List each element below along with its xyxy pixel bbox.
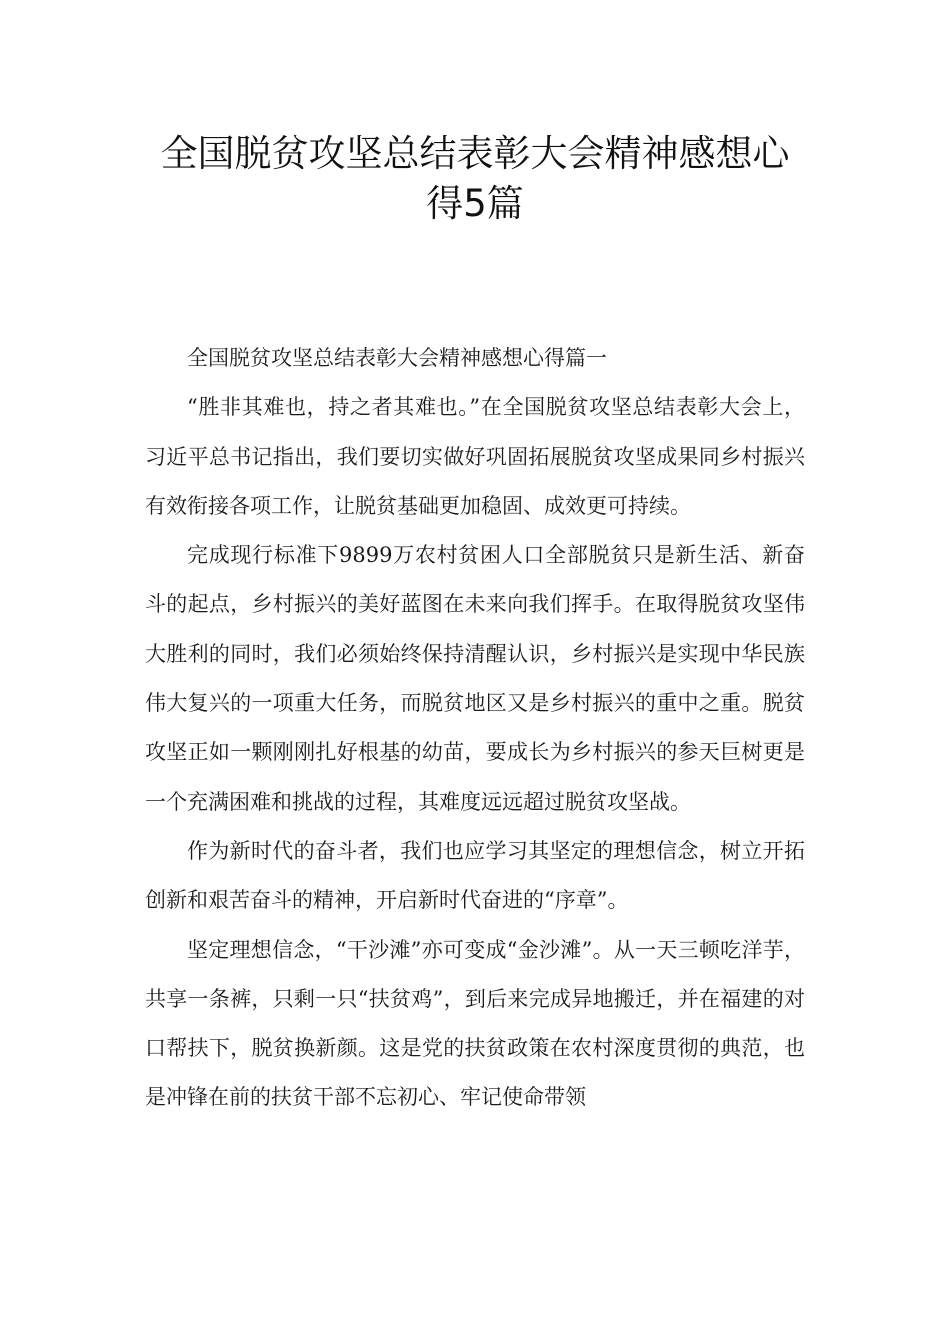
document-title-line-1: 全国脱贫攻坚总结表彰大会精神感想心 xyxy=(160,132,790,175)
paragraph-section-heading: 全国脱贫攻坚总结表彰大会精神感想心得篇一 xyxy=(187,346,607,370)
paragraph: 完成现行标准下9899万农村贫困人口全部脱贫只是新生活、新奋斗的起点，乡村振兴的美好蓝图在未来向我们挥手。在取得脱贫攻坚伟大胜利的同时，我们必须始终保持清醒认识，乡村振兴是实现中华民族伟大复兴的一项重大任务，而脱贫地区又是乡村振兴的重中之重。脱贫攻坚正如一颗刚刚扎好根基的幼苗，要成长为乡村振兴的参天巨树更是一个充满困难和挑战的过程，其难度远远超过脱贫攻坚战。 xyxy=(145,543,805,814)
document-title-line-2: 得5篇 xyxy=(426,182,524,225)
paragraph: 作为新时代的奋斗者，我们也应学习其坚定的理想信念，树立开拓创新和艰苦奋斗的精神，开启新时代奋进的“序章”。 xyxy=(145,838,805,913)
paragraph: “胜非其难也，持之者其难也。”在全国脱贫攻坚总结表彰大会上，习近平总书记指出，我们要切实做好巩固拓展脱贫攻坚成果同乡村振兴有效衔接各项工作，让脱贫基础更加稳固、成效更可持续。 xyxy=(145,395,805,518)
document-body xyxy=(145,334,805,1123)
paragraph: 坚定理想信念，“干沙滩”亦可变成“金沙滩”。从一天三顿吃洋芋，共享一条裤，只剩一只“扶贫鸡”，到后来完成异地搬迁，并在福建的对口帮扶下，脱贫换新颜。这是党的扶贫政策在农村深度贯彻的典范，也是冲锋在前的扶贫干部不忘初心、牢记使命带领 xyxy=(145,937,805,1110)
